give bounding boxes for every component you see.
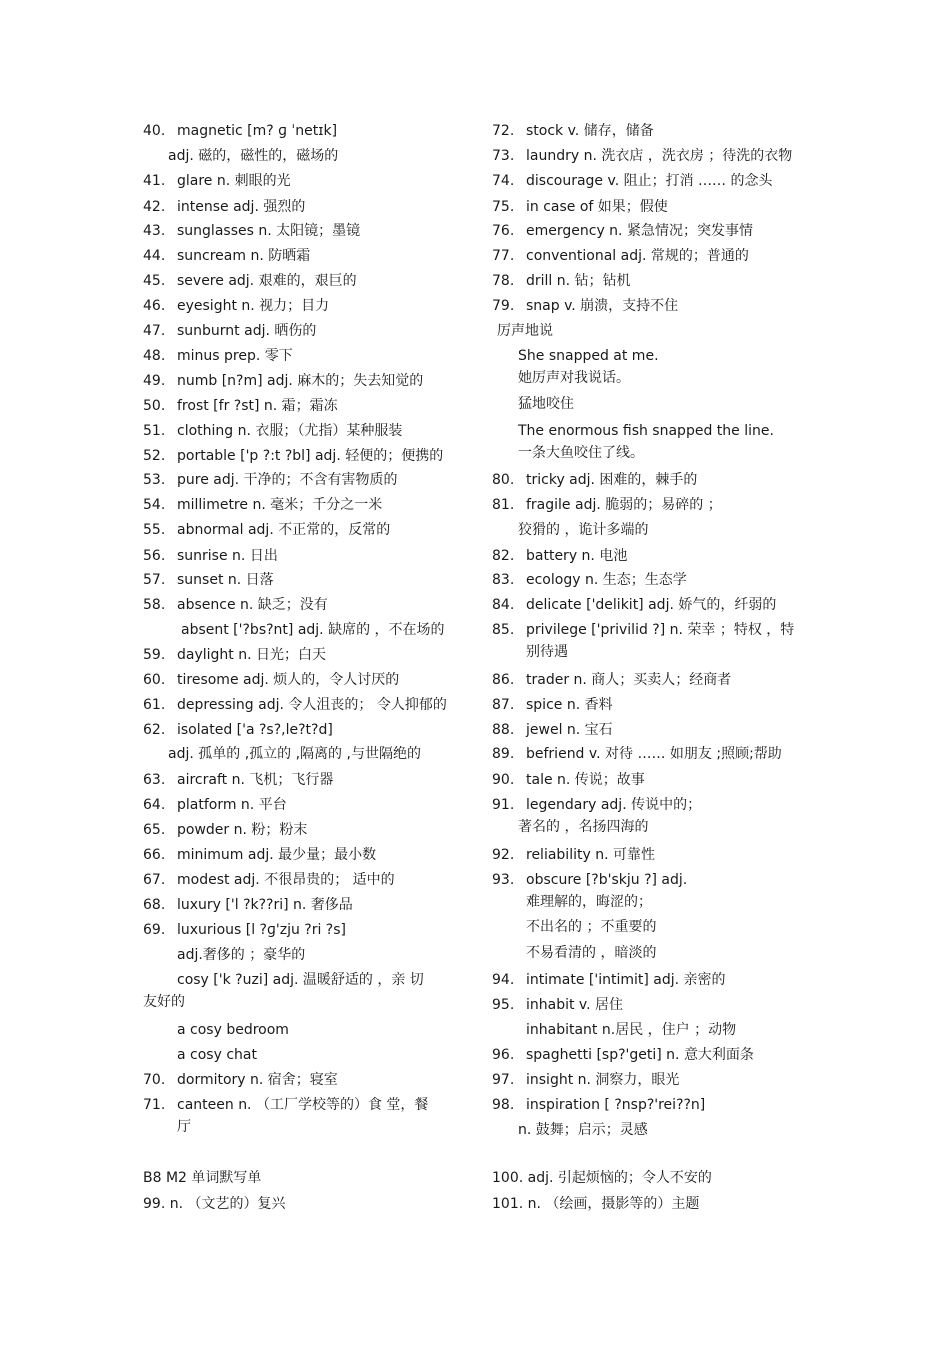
list-item (143, 846, 376, 864)
item-text: ecology n. 生态；生态学 (526, 572, 687, 588)
item-text: isolated ['a ?s?,le?t?d] (177, 722, 333, 738)
item-text: depressing adj. 令人沮丧的； 令人抑郁的 (177, 697, 447, 713)
item-number: 88. (492, 722, 515, 738)
list-item: 101. n. （绘画，摄影等的）主题 (492, 1196, 700, 1212)
item-number: 42. (143, 199, 166, 215)
item-number: 46. (143, 298, 166, 314)
list-item (526, 1021, 736, 1039)
list-item (492, 198, 668, 216)
list-item (492, 1046, 754, 1064)
item-text: delicate ['delikit] adj. 娇气的，纤弱的 (526, 597, 777, 613)
item-number: 83. (492, 572, 515, 588)
list-item (526, 893, 652, 911)
list-item (143, 671, 399, 689)
list-item (518, 444, 644, 462)
list-item (143, 596, 328, 614)
list-item (143, 122, 337, 140)
list-item (518, 818, 648, 836)
item-text: 厅 (177, 1119, 191, 1135)
item-text: befriend v. 对待 …… 如朋友 ;照顾;帮助 (526, 746, 782, 762)
item-text: absent ['?bs?nt] adj. 缺席的 ，不在场的 (181, 622, 445, 638)
item-text: abnormal adj. 不正常的，反常的 (177, 522, 391, 538)
item-number: 51. (143, 423, 166, 439)
item-number: 69. (143, 922, 166, 938)
list-item (492, 122, 654, 140)
list-item (143, 297, 329, 315)
item-number: 43. (143, 223, 166, 239)
item-text: cosy ['k ?uzi] adj. 温暖舒适的 ，亲 切 (177, 972, 424, 988)
list-item (518, 521, 648, 539)
item-text: tiresome adj. 烦人的，令人讨厌的 (177, 672, 400, 688)
item-text: adj. 孤单的 ,孤立的 ,隔离的 ,与世隔绝的 (168, 746, 421, 762)
item-number: 87. (492, 697, 515, 713)
list-item (143, 471, 398, 489)
item-text: adj. 磁的，磁性的，磁场的 (168, 148, 339, 164)
item-text: sunglasses n. 太阳镜；墨镜 (177, 223, 361, 239)
list-item (497, 322, 553, 340)
list-item (143, 172, 291, 190)
list-item (143, 222, 360, 240)
item-text: sunset n. 日落 (177, 572, 274, 588)
item-text: fragile adj. 脆弱的；易碎的 ； (526, 497, 722, 513)
item-text: minus prep. 零下 (177, 348, 293, 364)
list-item (143, 796, 287, 814)
item-text: luxurious [l ?ɡ'zju ?ri ?s] (177, 922, 346, 938)
item-text: 猛地咬住 (518, 396, 574, 412)
list-item (177, 1118, 191, 1136)
list-item (492, 247, 749, 265)
item-number: 40. (143, 123, 166, 139)
list-item (492, 1096, 705, 1114)
list-item (492, 671, 731, 689)
item-number: 70. (143, 1072, 166, 1088)
item-number: 79. (492, 298, 515, 314)
list-item (518, 369, 630, 387)
list-item (492, 996, 623, 1014)
item-text: trader n. 商人；买卖人；经商者 (526, 672, 732, 688)
item-number: 95. (492, 997, 515, 1013)
item-number: 96. (492, 1047, 515, 1063)
item-number: 58. (143, 597, 166, 613)
list-item (143, 993, 185, 1011)
list-item (526, 944, 656, 962)
list-item (177, 971, 424, 989)
item-number: 55. (143, 522, 166, 538)
item-number: 68. (143, 897, 166, 913)
item-text: stock v. 储存，储备 (526, 123, 654, 139)
item-text: aircraft n. 飞机；飞行器 (177, 772, 334, 788)
list-item (168, 147, 338, 165)
item-text: conventional adj. 常规的；普通的 (526, 248, 749, 264)
item-text: obscure [?b'skju ?] adj. (526, 872, 688, 888)
list-item (518, 422, 774, 440)
list-item (492, 1071, 679, 1089)
item-text: battery n. 电池 (526, 548, 628, 564)
item-text: emergency n. 紧急情况；突发事情 (526, 223, 753, 239)
list-item (492, 871, 687, 889)
item-text: millimetre n. 毫米；千分之一米 (177, 497, 383, 513)
item-text: magnetic [m? ɡ ˈnetɪk] (177, 123, 338, 139)
item-number: 73. (492, 148, 515, 164)
item-number: 44. (143, 248, 166, 264)
item-text: sunrise n. 日出 (177, 548, 278, 564)
list-item (143, 198, 305, 216)
list-item (143, 422, 402, 440)
list-item (143, 397, 338, 415)
section-heading: B8 M2 单词默写单 (143, 1170, 262, 1186)
list-item (143, 896, 353, 914)
list-item (492, 496, 722, 514)
item-text: portable ['p ?:t ?bl] adj. 轻便的；便携的 (177, 448, 444, 464)
item-number: 52. (143, 448, 166, 464)
list-item (492, 272, 631, 290)
item-text: severe adj. 艰难的，艰巨的 (177, 273, 357, 289)
item-text: snap v. 崩溃，支持不住 (526, 298, 679, 314)
list-item (143, 521, 390, 539)
list-item: 99. n. （文艺的）复兴 (143, 1196, 286, 1212)
list-item (518, 347, 659, 365)
list-item (492, 796, 701, 814)
item-number: 61. (143, 697, 166, 713)
item-text: daylight n. 日光；白天 (177, 647, 327, 663)
item-text: 狡猾的 ，诡计多端的 (518, 522, 649, 538)
item-text: 不易看清的 ，暗淡的 (526, 945, 657, 961)
item-number: 59. (143, 647, 166, 663)
list-item (492, 471, 697, 489)
item-text: 别待遇 (526, 644, 568, 660)
list-item (492, 971, 726, 989)
item-number: 81. (492, 497, 515, 513)
item-text: The enormous fish snapped the line. (518, 423, 774, 439)
item-text: platform n. 平台 (177, 797, 287, 813)
item-text: frost [fr ?st] n. 霜；霜冻 (177, 398, 338, 414)
item-number: 53. (143, 472, 166, 488)
item-text: inhabit v. 居住 (526, 997, 624, 1013)
list-item (518, 1121, 648, 1139)
item-number: 90. (492, 772, 515, 788)
item-number: 57. (143, 572, 166, 588)
item-number: 66. (143, 847, 166, 863)
item-number: 56. (143, 548, 166, 564)
item-number: 89. (492, 746, 515, 762)
item-text: absence n. 缺乏；没有 (177, 597, 328, 613)
item-text: inspiration [ ?nsp?'rei??n] (526, 1097, 706, 1113)
item-text: eyesight n. 视力；目力 (177, 298, 330, 314)
item-text: in case of 如果；假使 (526, 199, 668, 215)
item-text: 厉声地说 (497, 323, 553, 339)
list-item (143, 547, 278, 565)
item-text: intense adj. 强烈的 (177, 199, 306, 215)
item-number: 75. (492, 199, 515, 215)
item-number: 80. (492, 472, 515, 488)
list-item (143, 447, 443, 465)
item-number: 98. (492, 1097, 515, 1113)
item-text: inhabitant n.居民 ，住户 ；动物 (526, 1022, 737, 1038)
item-number: 64. (143, 797, 166, 813)
list-item (143, 1071, 338, 1089)
item-number: 60. (143, 672, 166, 688)
item-number: 84. (492, 597, 515, 613)
list-item (177, 1046, 257, 1064)
list-item (143, 821, 307, 839)
item-text: spaghetti [sp?'geti] n. 意大利面条 (526, 1047, 754, 1063)
item-text: numb [n?m] adj. 麻木的；失去知觉的 (177, 373, 424, 389)
item-text: a cosy chat (177, 1047, 257, 1063)
item-text: tale n. 传说；故事 (526, 772, 645, 788)
list-item (492, 621, 794, 639)
list-item (143, 721, 333, 739)
list-item (143, 646, 326, 664)
list-item (143, 696, 447, 714)
list-item (492, 547, 627, 565)
list-item (492, 846, 655, 864)
item-text: suncream n. 防晒霜 (177, 248, 311, 264)
item-text: modest adj. 不很昂贵的； 适中的 (177, 872, 395, 888)
item-text: adj.奢侈的 ；豪华的 (177, 947, 306, 963)
item-text: 不出名的 ；不重要的 (526, 919, 657, 935)
item-number: 63. (143, 772, 166, 788)
item-text: reliability n. 可靠性 (526, 847, 655, 863)
item-number: 67. (143, 872, 166, 888)
list-item (492, 721, 613, 739)
item-number: 94. (492, 972, 515, 988)
item-text: 友好的 (143, 994, 185, 1010)
item-text: discourage v. 阻止；打消 …… 的念头 (526, 173, 773, 189)
item-number: 62. (143, 722, 166, 738)
list-item (143, 771, 333, 789)
item-text: canteen n. （工厂学校等的）食 堂，餐 (177, 1097, 429, 1113)
item-number: 45. (143, 273, 166, 289)
item-text: drill n. 钻；钻机 (526, 273, 631, 289)
item-number: 49. (143, 373, 166, 389)
list-item (492, 596, 776, 614)
item-text: She snapped at me. (518, 348, 659, 364)
list-item (143, 1096, 428, 1114)
list-item (143, 496, 382, 514)
item-text: clothing n. 衣服；（尤指）某种服装 (177, 423, 403, 439)
list-item (177, 946, 305, 964)
list-item (518, 395, 574, 413)
list-item (492, 172, 773, 190)
item-text: dormitory n. 宿舍；寝室 (177, 1072, 338, 1088)
item-text: legendary adj. 传说中的； (526, 797, 702, 813)
item-text: 难理解的，晦涩的； (526, 894, 652, 910)
item-text: 著名的 ，名扬四海的 (518, 819, 649, 835)
item-number: 78. (492, 273, 515, 289)
item-number: 92. (492, 847, 515, 863)
item-text: spice n. 香料 (526, 697, 613, 713)
item-text: minimum adj. 最少量；最小数 (177, 847, 377, 863)
list-item (143, 921, 346, 939)
list-item (168, 745, 421, 763)
item-text: sunburnt adj. 晒伤的 (177, 323, 317, 339)
item-number: 41. (143, 173, 166, 189)
item-number: 47. (143, 323, 166, 339)
item-number: 54. (143, 497, 166, 513)
list-item (143, 247, 310, 265)
list-item (492, 297, 678, 315)
item-number: 93. (492, 872, 515, 888)
item-number: 86. (492, 672, 515, 688)
list-item (143, 347, 293, 365)
list-item (181, 621, 445, 639)
item-text: powder n. 粉；粉末 (177, 822, 308, 838)
list-item (526, 918, 656, 936)
item-number: 85. (492, 622, 515, 638)
item-number: 48. (143, 348, 166, 364)
item-text: 她厉声对我说话。 (518, 370, 630, 386)
list-item (143, 322, 316, 340)
list-item (526, 643, 568, 661)
item-text: luxury ['l ?k??ri] n. 奢侈品 (177, 897, 353, 913)
item-text: tricky adj. 困难的，棘手的 (526, 472, 698, 488)
item-number: 91. (492, 797, 515, 813)
item-text: 一条大鱼咬住了线。 (518, 445, 644, 461)
item-text: a cosy bedroom (177, 1022, 289, 1038)
list-item (492, 571, 687, 589)
item-number: 77. (492, 248, 515, 264)
item-number: 50. (143, 398, 166, 414)
list-item: 100. adj. 引起烦恼的；令人不安的 (492, 1170, 712, 1186)
list-item (492, 771, 645, 789)
item-text: jewel n. 宝石 (526, 722, 613, 738)
item-text: pure adj. 干净的；不含有害物质的 (177, 472, 398, 488)
list-item (492, 147, 792, 165)
item-number: 65. (143, 822, 166, 838)
item-text: n. 鼓舞；启示；灵感 (518, 1122, 648, 1138)
list-item (143, 372, 423, 390)
item-text: privilege ['privilid ?] n. 荣幸 ；特权 ，特 (526, 622, 795, 638)
item-number: 82. (492, 548, 515, 564)
list-item (143, 871, 395, 889)
item-number: 74. (492, 173, 515, 189)
item-number: 97. (492, 1072, 515, 1088)
list-item (492, 222, 753, 240)
item-number: 72. (492, 123, 515, 139)
item-text: intimate ['intimit] adj. 亲密的 (526, 972, 726, 988)
item-number: 76. (492, 223, 515, 239)
list-item (143, 272, 357, 290)
item-text: glare n. 刺眼的光 (177, 173, 291, 189)
list-item (177, 1021, 289, 1039)
item-number: 71. (143, 1097, 166, 1113)
list-item (492, 696, 613, 714)
list-item (492, 745, 782, 763)
item-text: insight n. 洞察力，眼光 (526, 1072, 680, 1088)
item-text: laundry n. 洗衣店 ，洗衣房 ；待洗的衣物 (526, 148, 793, 164)
list-item (143, 571, 274, 589)
